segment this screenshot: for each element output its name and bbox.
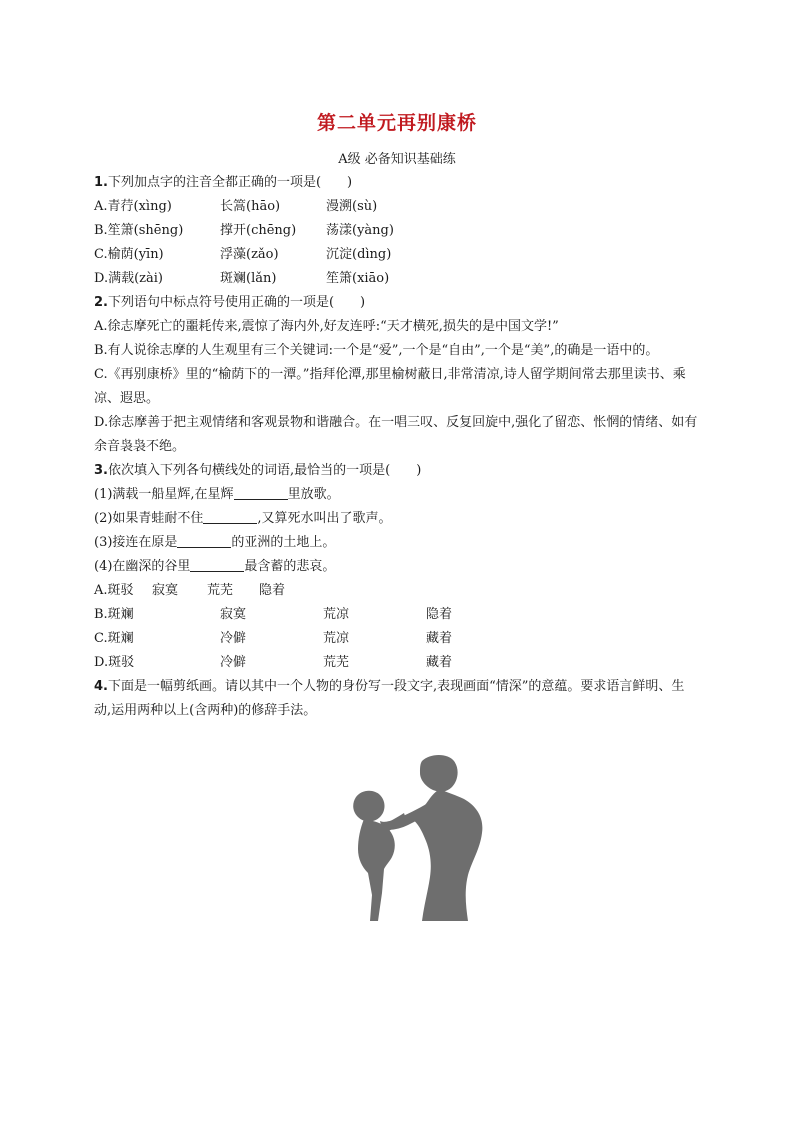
page-title: 第二单元再别康桥	[316, 112, 477, 134]
mother-child-silhouette-icon	[344, 753, 544, 923]
q2-option-b: B.有人说徐志摩的人生观里有三个关键词:一个是“爱”,一个是“自由”,一个是“美”,的确是一语中的。	[94, 343, 659, 358]
q3-sentence-1: (1)满载一船星辉,在星辉 里放歌。	[94, 487, 340, 502]
q3-option-a: A.斑驳 寂寞 荒芜 隐着	[94, 583, 286, 598]
q3-sentence-2: (2)如果青蛙耐不住 ,又算死水叫出了歌声。	[94, 511, 392, 526]
question-3-stem: 3.依次填入下列各句横线处的词语,最恰当的一项是( )	[94, 463, 422, 478]
q1-option-d: D.满载(zài) 斑斓(lǎn) 笙箫(xiāo)	[94, 271, 390, 286]
fill-blank	[177, 533, 231, 548]
q2-option-c: C.《再别康桥》里的“榆荫下的一潭。”指拜伦潭,那里榆树蔽日,非常清凉,诗人留学期间常去那里读书、乘凉、遐思。	[94, 367, 686, 406]
question-list	[94, 171, 700, 723]
q3-sentence-4: (4)在幽深的谷里 最含蓄的悲哀。	[94, 559, 336, 574]
fill-blank	[203, 509, 257, 524]
question-4-stem: 4.下面是一幅剪纸画。请以其中一个人物的身份写一段文字,表现画面“情深”的意蕴。要求语言鲜明、生动,运用两种以上(含两种)的修辞手法。	[94, 679, 685, 718]
q1-option-a: A.青荇(xìng) 长篙(hāo) 漫溯(sù)	[94, 199, 378, 214]
q1-option-c: C.榆荫(yīn) 浮藻(zǎo) 沉淀(dìng)	[94, 247, 392, 262]
q3-option-d: D.斑驳 冷僻 荒芜 藏着	[94, 655, 453, 670]
q2-option-d: D.徐志摩善于把主观情绪和客观景物和谐融合。在一唱三叹、反复回旋中,强化了留恋、怅惘的情绪、如有余音袅袅不绝。	[94, 415, 698, 454]
q2-option-a: A.徐志摩死亡的噩耗传来,震惊了海内外,好友连呼:“天才横死,损失的是中国文学!”	[94, 319, 559, 334]
q3-option-b: B.斑斓 寂寞 荒凉 隐着	[94, 607, 453, 622]
fill-blank	[234, 485, 288, 500]
q1-option-b: B.笙箫(shēng) 撑开(chēng) 荡漾(yàng)	[94, 223, 394, 238]
question-2-stem: 2.下列语句中标点符号使用正确的一项是( )	[94, 295, 366, 310]
question-1-stem: 1.下列加点字的注音全都正确的一项是( )	[94, 175, 353, 190]
q3-option-c: C.斑斓 冷僻 荒凉 藏着	[94, 631, 453, 646]
section-subtitle: A级 必备知识基础练	[338, 152, 456, 167]
q3-sentence-3: (3)接连在原是 的亚洲的土地上。	[94, 535, 336, 550]
fill-blank	[190, 557, 244, 572]
